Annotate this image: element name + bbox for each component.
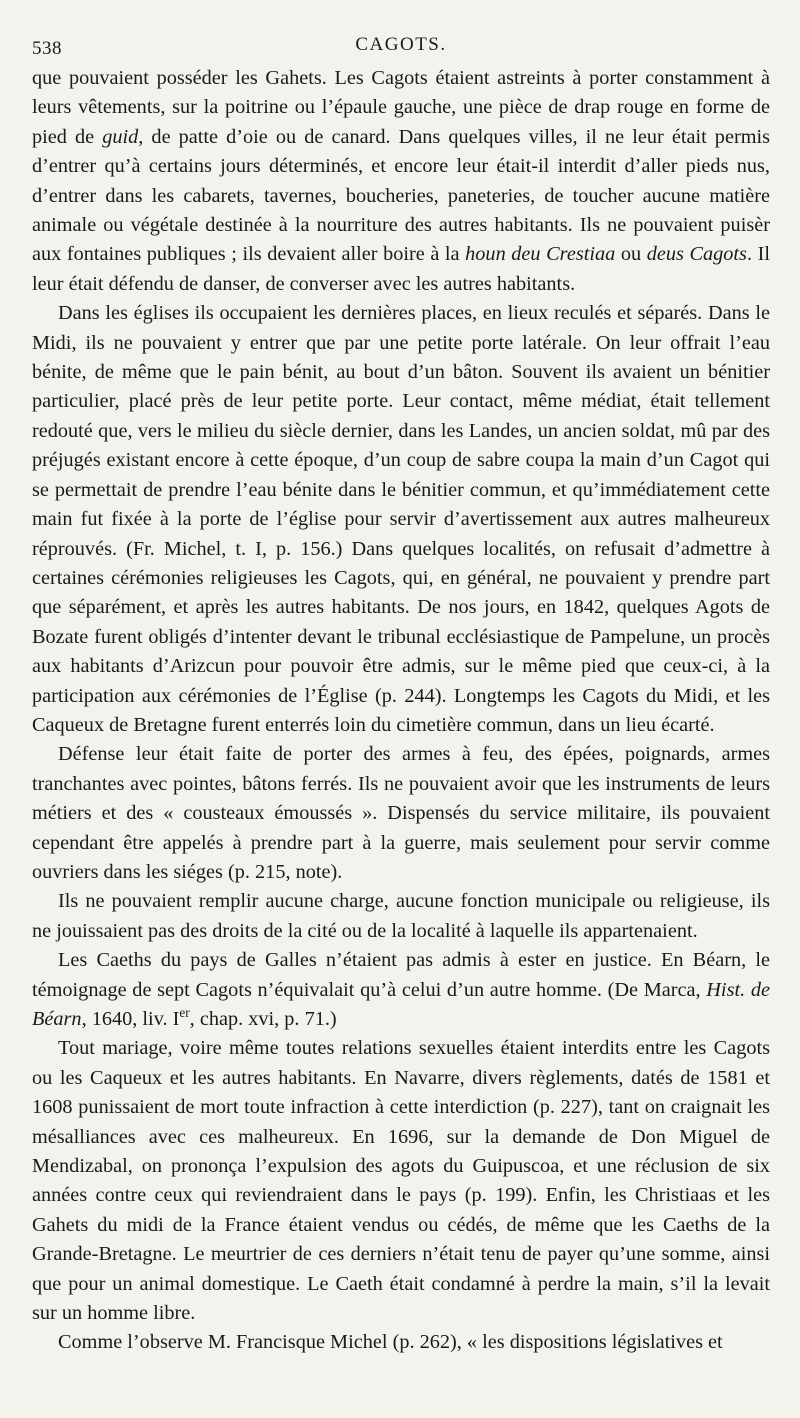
paragraph-5: Les Caeths du pays de Galles n’étaient pas admis à ester en justice. En Béarn, le témoignage de sept Cagots n’équivalait qu’à celui d’un autre homme. (De Marca, Hist. de Béarn, 1640, liv. Ier, chap. xvi, p. 71.): [32, 949, 770, 1030]
italic-term-cagots: deus Cagots: [646, 243, 747, 266]
italic-title-hist-bearn: Hist. de Béarn: [32, 978, 770, 1030]
superscript-er: er: [179, 1005, 190, 1021]
body-text: [32, 64, 770, 1358]
paragraph-2: Dans les églises ils occupaient les dernières places, en lieux reculés et séparés. Dans le Midi, ils ne pouvaient y entrer que par une petite porte latérale. On leur offrait l’eau bénite, de même que le pain bénit, au bout d’un bâton. Souvent ils avaient un bénitier particulier, placé près de leur petite porte. Leur contact, même médiat, était tellement redouté que, vers le milieu du siècle dernier, dans les Landes, un ancien soldat, mû par des préjugés existant encore à cette époque, d’un coup de sabre coupa la main d’un Cagot qui se permettait de prendre l’eau bénite dans le bénitier commun, et qu’immédiatement cette main fut fixée à la porte de l’église pour servir d’avertissement aux autres malheureux réprouvés. (Fr. Michel, t. I, p. 156.) Dans quelques localités, on refusait d’admettre à certaines cérémonies religieuses les Cagots, qui, en général, ne pouvaient y prendre part que séparément, et après les autres habitants. De nos jours, en 1842, quelques Agots de Bozate furent obligés d’intenter devant le tribunal ecclésiastique de Pampelune, un procès aux habitants d’Arizcun pour pouvoir être admis, sur le même pied que ceux-ci, à la participation aux cérémonies de l’Église (p. 244). Longtemps les Cagots du Midi, et les Caqueux de Bretagne furent enterrés loin du cimetière commun, dans un lieu écarté.: [32, 302, 770, 736]
paragraph-1: que pouvaient posséder les Gahets. Les Cagots étaient astreints à porter constamment à leurs vêtements, sur la poitrine ou l’épaule gauche, une pièce de drap rouge en forme de pied de guid, de patte d’oie ou de canard. Dans quelques villes, il ne leur était permis d’entrer qu’à certains jours déterminés, et encore leur était-il interdit d’aller pieds nus, d’entrer dans les cabarets, tavernes, boucheries, paneteries, de toucher aucune matière animale ou végétale destinée à la nourriture des autres habitants. Ils ne pouvaient puisèr aux fontaines publiques ; ils devaient aller boire à la houn deu Crestiaa ou deus Cagots. Il leur était défendu de danser, de converser avec les autres habitants.: [32, 67, 771, 295]
page-number: 538: [32, 38, 62, 59]
italic-term-guid: guid: [102, 125, 139, 148]
paragraph-3: Défense leur était faite de porter des armes à feu, des épées, poignards, armes tranchantes avec pointes, bâtons ferrés. Ils ne pouvaient avoir que les instruments de leurs métiers et des « cousteaux émoussés ». Dispensés du service militaire, ils pouvaient cependant être appelés à prendre part à la guerre, mais seulement pour servir comme ouvriers dans les siéges (p. 215, note).: [32, 743, 770, 883]
italic-term-houn: houn deu Crestiaa: [465, 243, 616, 266]
paragraph-7: Comme l’observe M. Francisque Michel (p. 262), « les dispositions législatives et: [58, 1331, 723, 1354]
running-head: [32, 28, 770, 64]
paragraph-4: Ils ne pouvaient remplir aucune charge, aucune fonction municipale ou religieuse, ils ne jouissaient pas des droits de la cité ou de la localité à laquelle ils appartenaient.: [32, 890, 770, 942]
running-title: CAGOTS.: [355, 34, 447, 55]
paragraph-6: Tout mariage, voire même toutes relations sexuelles étaient interdits entre les Cagots ou les Caqueux et les autres habitants. En Navarre, divers règlements, datés de 1581 et 1608 punissaient de mort toute infraction à cette interdiction (p. 227), tant on craignait les mésalliances avec ces malheureux. En 1696, sur la demande de Don Miguel de Mendizabal, on prononça l’expulsion des agots du Guipuscoa, et une réclusion de six années contre ceux qui reviendraient dans le pays (p. 199). Enfin, les Christiaas et les Gahets du midi de la France étaient vendus ou cédés, de même que les Caeths de la Grande-Bretagne. Le meurtrier de ces derniers n’était tenu de payer qu’une somme, ainsi que pour un animal domestique. Le Caeth était condamné à perdre la main, s’il la levait sur un homme libre.: [32, 1037, 770, 1325]
